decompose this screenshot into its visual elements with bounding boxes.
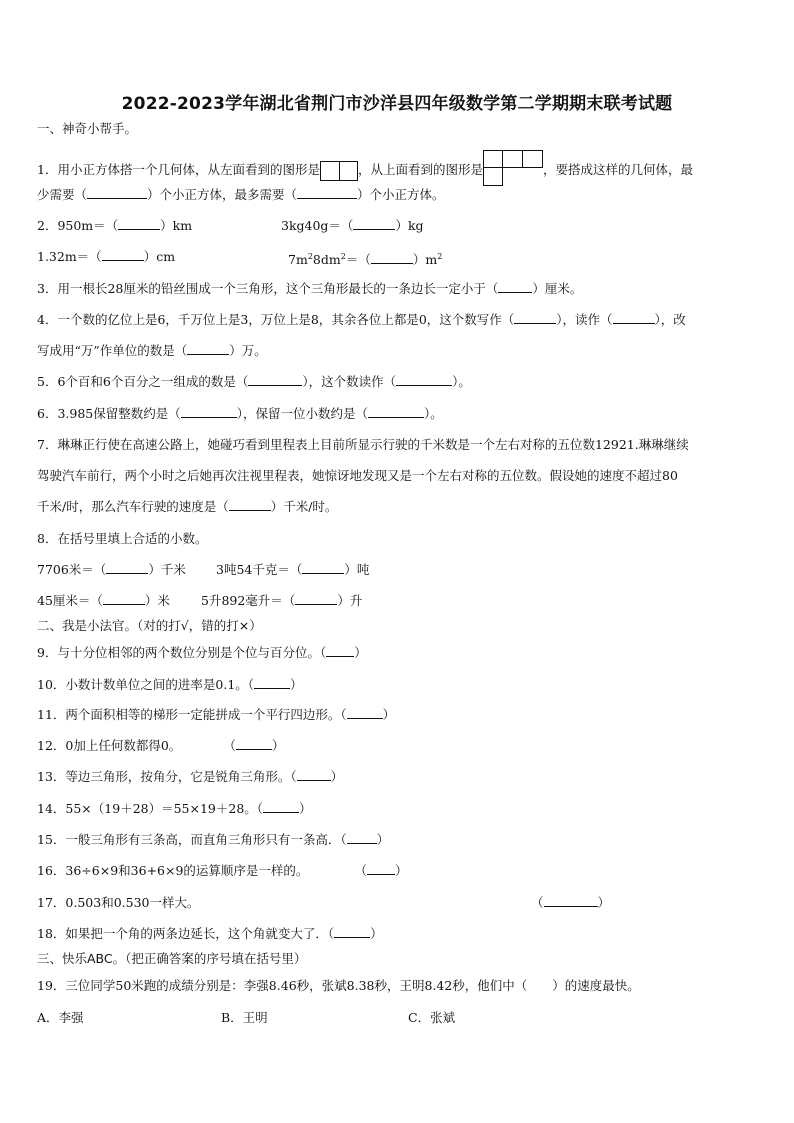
answer-blank[interactable] [248, 375, 302, 386]
question-4-line-2: 写成用“万”作单位的数是（ ）万。 [37, 343, 267, 358]
question-8-c: 45厘米＝（ ）米 [37, 593, 170, 608]
answer-blank[interactable] [229, 500, 271, 511]
answer-blank[interactable] [254, 678, 290, 689]
section-2-heading: 二、我是小法官。（对的打√，错的打×） [37, 618, 262, 633]
question-2-a: 2．950m＝（ ）km [37, 218, 193, 233]
answer-blank[interactable] [236, 739, 272, 750]
page-title: 2022-2023学年湖北省荆门市沙洋县四年级数学第二学期期末联考试题 [121, 94, 673, 114]
left-view-figure [320, 161, 358, 181]
answer-blank[interactable] [347, 833, 377, 844]
question-2-b: 3kg40g＝（ ）kg [281, 218, 424, 233]
question-9: 9．与十分位相邻的两个数位分别是个位与百分位。（ ） [37, 645, 367, 660]
question-8-a: 7706米＝（ ）千米 [37, 562, 186, 577]
answer-blank[interactable] [367, 864, 395, 875]
answer-blank[interactable] [498, 282, 532, 293]
option-c[interactable]: C．张斌 [408, 1010, 456, 1025]
question-11: 11．两个面积相等的梯形一定能拼成一个平行四边形。（ ） [37, 707, 396, 722]
answer-blank[interactable] [326, 646, 354, 657]
question-2-d: $7m^28dm^2=$（ ）$m^2$ [288, 252, 443, 268]
question-7-line-1: 7．琳琳正行使在高速公路上，她碰巧看到里程表上目前所显示行驶的千米数是一个左右对称的五位数12921.琳琳继续 [37, 437, 689, 452]
answer-blank[interactable] [295, 594, 337, 605]
answer-blank[interactable] [102, 250, 144, 261]
question-7-line-3: 千米/时，那么汽车行驶的速度是（ ）千米/时。 [37, 499, 338, 514]
answer-blank[interactable] [334, 927, 370, 938]
question-10: 10．小数计数单位之间的进率是0.1。（ ） [37, 677, 303, 692]
question-14: 14．55×（19＋28）＝55×19＋28。（ ） [37, 801, 312, 816]
option-b[interactable]: B．王明 [221, 1010, 268, 1025]
answer-blank[interactable] [353, 219, 395, 230]
question-2-c: 1.32m＝（ ）cm [37, 249, 176, 264]
answer-blank[interactable] [187, 344, 229, 355]
answer-blank[interactable] [103, 594, 145, 605]
answer-blank[interactable] [297, 188, 357, 199]
answer-blank[interactable] [347, 708, 383, 719]
answer-blank[interactable] [371, 253, 413, 264]
answer-blank[interactable] [181, 407, 237, 418]
answer-blank[interactable] [87, 188, 147, 199]
question-15: 15．一般三角形有三条高，而直角三角形只有一条高．（ ） [37, 832, 390, 847]
answer-blank[interactable] [544, 896, 598, 907]
answer-blank[interactable] [106, 563, 148, 574]
question-12: 12．0加上任何数都得0。 （ ） [37, 738, 285, 753]
question-7-line-2: 驾驶汽车前行，两个小时之后她再次注视里程表，她惊讶地发现又是一个左右对称的五位数。假设她的速度不超过80 [37, 468, 678, 483]
answer-blank[interactable] [613, 313, 655, 324]
option-a[interactable]: A．李强 [37, 1010, 84, 1025]
answer-blank[interactable] [263, 802, 299, 813]
question-4-line-1: 4．一个数的亿位上是6，千万位上是3，万位上是8，其余各位上都是0，这个数写作（ ），读作（ ），改 [37, 312, 686, 327]
question-3: 3．用一根长28厘米的铅丝围成一个三角形，这个三角形最长的一条边长一定小于（ ）厘米。 [37, 281, 583, 296]
question-19: 19．三位同学50米跑的成绩分别是：李强8.46秒，张斌8.38秒，王明8.42秒，他们中（ ）的速度最快。 [37, 978, 640, 993]
answer-blank[interactable] [302, 563, 344, 574]
answer-blank[interactable] [368, 407, 424, 418]
section-3-heading: 三、快乐ABC。（把正确答案的序号填在括号里） [37, 951, 307, 966]
question-8-heading: 8．在括号里填上合适的小数。 [37, 531, 208, 546]
question-18: 18．如果把一个角的两条边延长，这个角就变大了．（ ） [37, 926, 383, 941]
answer-blank[interactable] [297, 770, 331, 781]
question-5: 5．6个百和6个百分之一组成的数是（ ），这个数读作（ ）。 [37, 374, 471, 389]
question-17-answer: （ ） [531, 895, 611, 910]
answer-blank[interactable] [118, 219, 160, 230]
answer-blank[interactable] [396, 375, 452, 386]
question-17: 17．0.503和0.530一样大。 [37, 895, 200, 910]
question-8-d: 5升892毫升＝（ ）升 [201, 593, 363, 608]
top-view-figure [483, 150, 543, 186]
question-16: 16．36÷6×9和36+6×9的运算顺序是一样的。 （ ） [37, 863, 408, 878]
question-8-b: 3吨54千克＝（ ）吨 [216, 562, 370, 577]
answer-blank[interactable] [514, 313, 556, 324]
question-6: 6．3.985保留整数约是（ ），保留一位小数约是（ ）。 [37, 406, 443, 421]
question-1-line-2: 少需要（ ）个小正方体，最多需要（ ）个小正方体。 [37, 187, 445, 202]
question-13: 13．等边三角形，按角分，它是锐角三角形。（ ） [37, 769, 344, 784]
question-1-line-1: 1．用小正方体搭一个几何体，从左面看到的图形是 ，从上面看到的图形是 ，要搭成这样的几何体，最 [37, 150, 693, 186]
section-1-heading: 一、神奇小帮手。 [37, 121, 138, 136]
